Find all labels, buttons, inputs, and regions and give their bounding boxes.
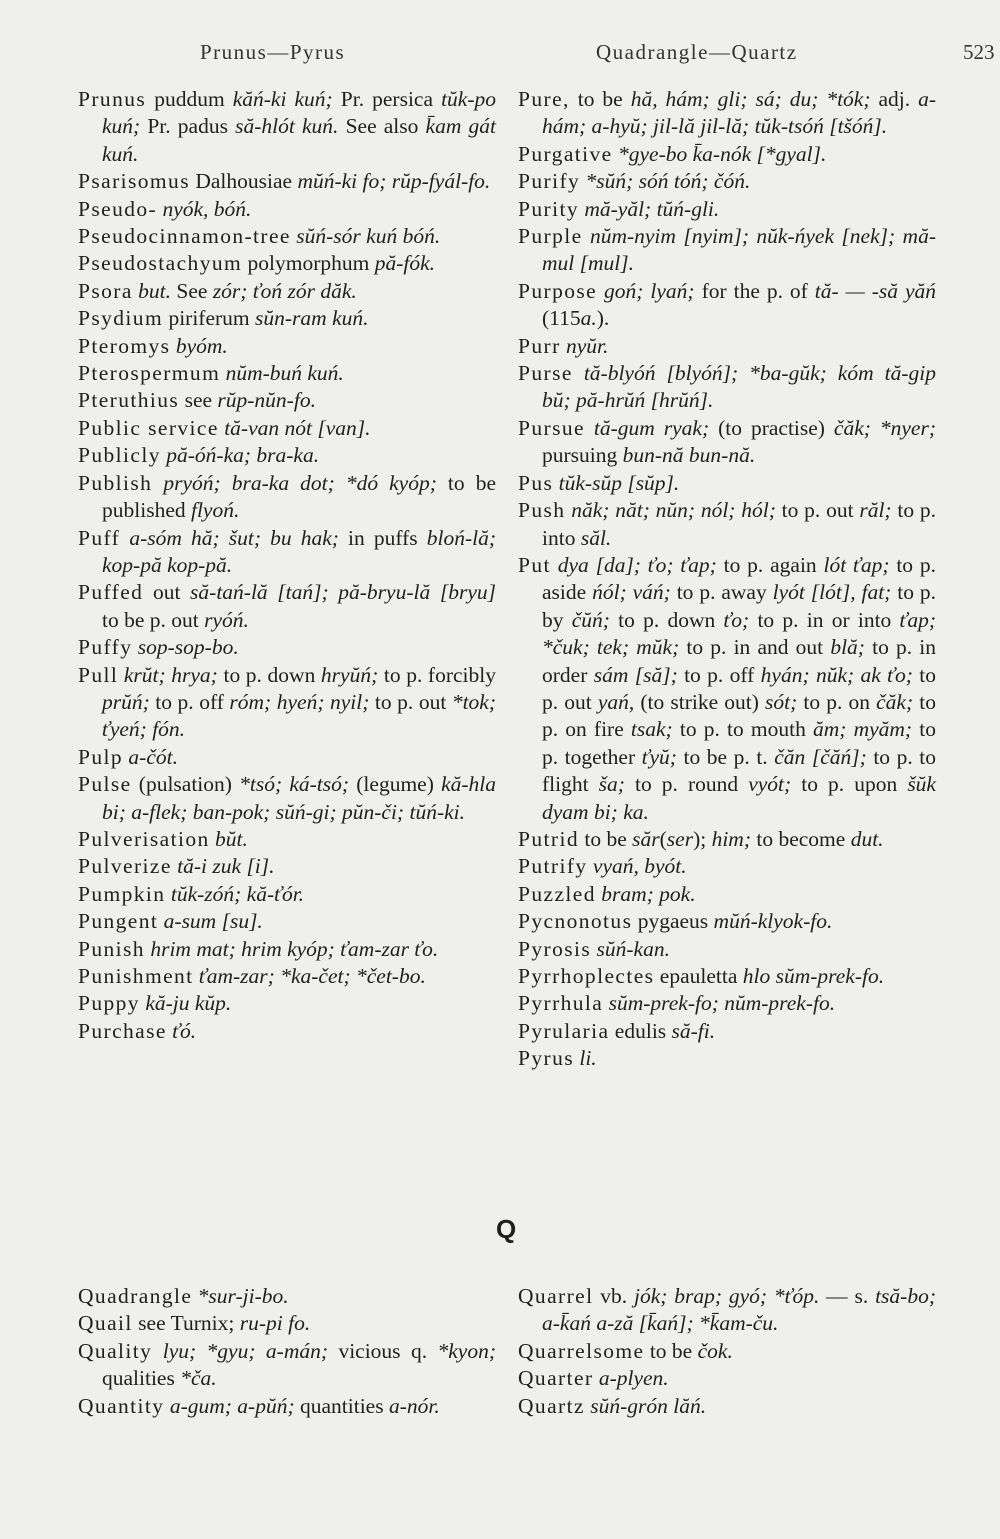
lepcha-term: a-sóm hă; šut; bu hak; <box>129 525 339 550</box>
headword: Publicly <box>78 443 161 468</box>
headword: Putrid <box>518 826 579 851</box>
headword: Puffed <box>78 580 144 605</box>
lepcha-term: să-tań-lă [tań]; pă-bryu-lă [bryu] <box>190 580 496 605</box>
dictionary-entry <box>78 442 496 469</box>
gloss-text <box>573 361 584 385</box>
dictionary-entry <box>78 168 496 195</box>
gloss-text <box>551 553 558 577</box>
lepcha-term: să-fi. <box>671 1018 716 1043</box>
dictionary-entry <box>518 1283 936 1338</box>
gloss-text: to p. in order <box>542 635 936 687</box>
lepcha-term: a-sum [su]. <box>163 909 263 934</box>
lepcha-term: rŭp-nŭn-fo. <box>217 388 316 413</box>
gloss-text: to p. by <box>542 580 936 632</box>
gloss-text: to p. out <box>369 689 452 714</box>
lepcha-term: kăń-ki kuń; <box>232 87 333 111</box>
headword: Pursue <box>518 415 585 440</box>
lepcha-term: hyán; nŭk; ak ťo; <box>760 662 913 687</box>
dictionary-entry <box>78 250 496 277</box>
headword: Quartz <box>518 1393 585 1418</box>
lepcha-term: ńól; váń; <box>592 580 671 605</box>
lepcha-term: kă-ju kŭp. <box>145 991 232 1016</box>
gloss-text: to p. in or into <box>749 607 900 632</box>
lepcha-term: ryóń. <box>204 607 249 632</box>
gloss-text: (to strike out) <box>634 689 766 714</box>
headword: Pyrus <box>518 1046 574 1071</box>
lepcha-term: *tsó; ká-tsó; <box>239 772 350 797</box>
gloss-text: (pulsation) <box>131 772 240 797</box>
gloss-text: to p. in and out <box>679 635 831 660</box>
headword: Purse <box>518 361 573 386</box>
lepcha-term: čăk; <box>876 689 914 714</box>
lepcha-term: hă, hám; gli; sá; du; *tók; <box>630 87 871 111</box>
lepcha-term: ťap; *čuk; tek; mŭk; <box>542 607 937 660</box>
dictionary-entry <box>518 990 936 1017</box>
gloss-text <box>583 224 590 248</box>
headword: Public service <box>78 415 219 440</box>
gloss-text: piriferum <box>163 306 256 331</box>
headword: Purgative <box>518 141 613 166</box>
dictionary-entry <box>518 333 936 360</box>
lepcha-term: a-čót. <box>128 744 178 769</box>
lepcha-term: sŭn-ram kuń. <box>255 306 369 331</box>
lepcha-term: lyu; *gyu; a-mán; <box>162 1338 329 1363</box>
lepcha-term: tŭk-sŭp [sŭp]. <box>558 470 680 495</box>
lepcha-term: krŭt; hrya; <box>123 662 218 687</box>
headword: Pyrosis <box>518 936 592 961</box>
lepcha-term: săl. <box>580 525 612 550</box>
left-column-q <box>78 1283 496 1420</box>
dictionary-entry <box>78 936 496 963</box>
lepcha-term: k̄am gát kuń. <box>102 114 496 166</box>
gloss-text: to be p. out <box>102 607 205 632</box>
lepcha-term: him; <box>711 826 751 851</box>
headword: Pseudo- <box>78 196 158 221</box>
lepcha-term: tă-gum ryak; <box>593 415 710 440</box>
lepcha-term: róm; hyeń; nyil; <box>229 689 370 714</box>
dictionary-entry <box>78 1338 496 1393</box>
headword: Pseudocinnamon-tree <box>78 224 291 249</box>
dictionary-entry <box>78 333 496 360</box>
lepcha-term: hrim mat; hrim kyóp; ťam-zar ťo. <box>150 936 439 961</box>
lepcha-term: tă-van nót [van]. <box>224 415 371 440</box>
dictionary-entry <box>78 387 496 414</box>
headword: Psarisomus <box>78 169 190 194</box>
dictionary-entry <box>518 1365 936 1392</box>
section-letter: Q <box>496 1214 517 1244</box>
lepcha-term: a-plyen. <box>598 1366 669 1391</box>
gloss-text: Dalhousiae <box>189 169 298 194</box>
lepcha-term: dut. <box>850 826 884 851</box>
lepcha-term: dya [da]; ťo; ťap; <box>557 552 717 577</box>
lepcha-term: goń; lyań; <box>604 278 695 303</box>
lepcha-term: sŭń-grón lăń. <box>590 1393 707 1418</box>
lepcha-term: but. <box>138 278 172 303</box>
headword: Quantity <box>78 1393 165 1418</box>
dictionary-entry <box>78 908 496 935</box>
gloss-text: to p. into <box>542 498 937 550</box>
gloss-text: See <box>171 278 213 303</box>
headword: Pycnonotus <box>518 909 633 934</box>
headword: Pumpkin <box>78 881 166 906</box>
dictionary-entry <box>518 1338 936 1365</box>
headword: Quarter <box>518 1366 594 1391</box>
lepcha-term: ťam-zar; *ka-čet; *čet-bo. <box>198 964 426 988</box>
dictionary-entry <box>518 1393 936 1420</box>
gloss-text: to p. out <box>775 498 860 523</box>
lepcha-term: nŭm-buń kuń. <box>225 361 344 386</box>
headword: Pyrrhula <box>518 991 604 1016</box>
left-column-p <box>78 86 496 1045</box>
gloss-text <box>597 279 604 303</box>
gloss-text: to p. together <box>542 717 936 769</box>
lepcha-term: tă-i zuk [i]. <box>177 854 275 879</box>
dictionary-entry <box>518 936 936 963</box>
dictionary-entry <box>78 634 496 661</box>
dictionary-entry <box>78 1283 496 1310</box>
headword: Pteruthius <box>78 388 180 413</box>
lepcha-term: bram; pok. <box>601 881 696 906</box>
lepcha-term: ša; <box>598 772 625 797</box>
dictionary-entry <box>78 1393 496 1420</box>
lepcha-term: byóm. <box>175 333 228 358</box>
headword: Psydium <box>78 306 164 331</box>
gloss-text: to p. down <box>217 662 321 687</box>
running-head-center: Quadrangle—Quartz <box>596 40 798 64</box>
gloss-text: to p. aside <box>542 552 936 605</box>
headword: Putrify <box>518 854 588 879</box>
gloss-text <box>152 1339 162 1363</box>
headword: Puff <box>78 525 121 550</box>
dictionary-entry <box>518 278 936 333</box>
lepcha-term: tă-blyóń [blyóń]; *ba-gŭk; kóm tă-gip bŭ; pă-hrŭń [hrŭń]. <box>542 361 936 413</box>
dictionary-entry <box>518 908 936 935</box>
gloss-text: ); <box>693 826 712 851</box>
headword: Quality <box>78 1338 153 1363</box>
gloss-text: to become <box>751 826 851 851</box>
headword: Purity <box>518 196 579 221</box>
headword: Quadrangle <box>78 1284 193 1308</box>
lepcha-term: hlo sŭm-prek-fo. <box>742 964 885 988</box>
running-head-left: Prunus—Pyrus <box>200 40 346 64</box>
gloss-text: out <box>143 580 191 605</box>
lepcha-term: ru-pi fo. <box>239 1311 311 1336</box>
headword: Quarrelsome <box>518 1338 645 1363</box>
lepcha-term: kă-hla bi; a-flek; ban-pok; sŭń-gi; pŭn-či; tŭń-ki. <box>102 772 497 824</box>
lepcha-term: čok. <box>697 1338 733 1363</box>
headword: Pulp <box>78 744 124 769</box>
lepcha-term: să-hlót kuń. <box>235 114 339 139</box>
lepcha-term: tsak; <box>630 717 673 742</box>
lepcha-term: lót ťap; <box>823 552 890 577</box>
dictionary-entry <box>518 360 936 415</box>
gloss-text: to p. out <box>542 662 936 714</box>
dictionary-entry <box>78 1018 496 1045</box>
dictionary-entry <box>518 470 936 497</box>
lepcha-term: mŭń-ki fo; rŭp-fyál-fo. <box>297 169 491 194</box>
dictionary-entry <box>518 86 936 141</box>
gloss-text: for the p. of <box>694 278 815 303</box>
gloss-text: quantities <box>294 1393 389 1418</box>
lepcha-term: a-gum; a-pŭń; <box>169 1393 295 1418</box>
lepcha-term: a-nór. <box>388 1393 440 1418</box>
gloss-text: pursuing <box>542 443 623 468</box>
lepcha-term: tă- — -să yăń <box>814 278 937 303</box>
dictionary-entry <box>78 579 496 634</box>
gloss-text: ( <box>659 826 667 851</box>
lepcha-term: a. <box>580 306 597 331</box>
lepcha-term: šŭk dyam bi; ka. <box>542 772 936 824</box>
gloss-text: to p. off <box>677 662 761 687</box>
gloss-text: to p. round <box>624 772 749 797</box>
dictionary-entry <box>518 141 936 168</box>
gloss-text: to p. to flight <box>542 744 937 797</box>
lepcha-term: ser <box>666 826 694 851</box>
dictionary-entry <box>518 1045 936 1072</box>
page-number: 523 <box>963 40 995 64</box>
dictionary-entry <box>78 853 496 880</box>
lepcha-term: pă-fók. <box>374 251 436 276</box>
dictionary-entry <box>518 963 936 990</box>
gloss-text: vb. <box>593 1284 634 1308</box>
headword: Psora <box>78 278 133 303</box>
gloss-text: to p. again <box>716 552 824 577</box>
headword: Quarrel <box>518 1284 594 1308</box>
dictionary-entry <box>518 853 936 880</box>
dictionary-entry <box>518 552 936 826</box>
dictionary-entry <box>78 744 496 771</box>
dictionary-entry <box>78 196 496 223</box>
lepcha-term: sŭń-sór kuń bóń. <box>296 224 441 249</box>
gloss-text: adj. <box>870 87 919 111</box>
lepcha-term: tŭk-zóń; kă-ťór. <box>170 881 305 906</box>
headword: Pure, <box>518 87 570 111</box>
gloss-text: to p. upon <box>791 772 908 797</box>
gloss-text: to be published <box>102 470 496 523</box>
dictionary-entry <box>518 881 936 908</box>
headword: Purpose <box>518 278 598 303</box>
lepcha-term: nŭm-nyim [nyim]; nŭk-ńyek [nek]; mă-mul [mul]. <box>542 224 936 276</box>
headword: Purple <box>518 224 583 249</box>
lepcha-term: nyók, bóń. <box>162 196 252 221</box>
gloss-text: to p. on fire <box>542 689 936 742</box>
dictionary-entry <box>78 826 496 853</box>
dictionary-entry <box>78 662 496 744</box>
gloss-text: Pr. persica <box>332 87 442 111</box>
dictionary-entry <box>518 826 936 853</box>
dictionary-entry <box>78 525 496 580</box>
headword: Quail <box>78 1311 133 1336</box>
dictionary-entry <box>78 990 496 1017</box>
gloss-text: edulis <box>609 1018 672 1043</box>
gloss-text: ). <box>596 306 610 331</box>
lepcha-term: *tok; ťyeń; fón. <box>102 689 497 742</box>
dictionary-entry <box>518 415 936 470</box>
headword: Prunus <box>78 87 147 111</box>
dictionary-entry <box>518 497 936 552</box>
gloss-text: qualities <box>102 1366 181 1391</box>
headword: Push <box>518 498 566 523</box>
gloss-text: to be <box>644 1338 698 1363</box>
headword: Pungent <box>78 909 159 934</box>
gloss-text: — s. <box>819 1284 876 1308</box>
headword: Pyrrhoplectes <box>518 964 655 988</box>
lepcha-term: răl; <box>859 498 892 523</box>
gloss-text: polymorphum <box>242 251 375 276</box>
gloss-text: epauletta <box>654 964 743 988</box>
headword: Pull <box>78 662 119 687</box>
right-column-q <box>518 1283 936 1420</box>
gloss-text: in puffs <box>338 525 427 550</box>
gloss-text: to p. forcibly <box>378 662 496 687</box>
lepcha-term: *kyon; <box>437 1338 497 1363</box>
gloss-text: (to practise) <box>709 415 834 440</box>
dictionary-entry <box>518 1018 936 1045</box>
lepcha-term: năk; năt; nŭn; nól; hól; <box>571 498 776 523</box>
gloss-text: to be p. t. <box>676 744 775 769</box>
lepcha-term: pryóń; bra-ka dot; *dó kyóp; <box>163 470 437 495</box>
headword: Pulse <box>78 772 132 797</box>
gloss-text: pygaeus <box>632 909 714 934</box>
dictionary-entry <box>78 278 496 305</box>
lepcha-term: sŭm-prek-fo; nŭm-prek-fo. <box>608 991 836 1016</box>
dictionary-entry <box>78 881 496 908</box>
lepcha-term: *sur-ji-bo. <box>197 1284 289 1308</box>
gloss-text: to be <box>578 826 633 851</box>
gloss-text <box>585 416 594 440</box>
gloss-text <box>120 526 129 550</box>
lepcha-term: bŭt. <box>215 826 248 851</box>
lepcha-term: ťo; <box>723 607 750 632</box>
gloss-text: see Turnix; <box>132 1311 240 1336</box>
dictionary-entry <box>78 86 496 168</box>
gloss-text <box>152 471 163 495</box>
headword: Puppy <box>78 991 140 1016</box>
headword: Pseudostachyum <box>78 251 243 276</box>
dictionary-entry <box>78 415 496 442</box>
lepcha-term: čăn [čăń]; <box>774 744 867 769</box>
gloss-text: puddum <box>146 87 233 111</box>
lepcha-term: a-hám; a-hyŭ; jil-lă jil-lă; tŭk-tsóń [tšóń]. <box>542 87 936 139</box>
right-column-p <box>518 86 936 1073</box>
dictionary-entry <box>78 470 496 525</box>
headword: Purify <box>518 169 581 194</box>
lepcha-term: sŭń-kan. <box>596 936 670 961</box>
dictionary-entry <box>78 305 496 332</box>
gloss-text: See also <box>338 114 426 139</box>
gloss-text: to p. to mouth <box>672 717 813 742</box>
dictionary-entry <box>518 168 936 195</box>
headword: Pulverize <box>78 854 172 879</box>
lepcha-term: bloń-lă; kop-pă kop-pă. <box>102 525 497 577</box>
lepcha-term: tŭk-po kuń; <box>102 87 497 139</box>
lepcha-term: sót; <box>765 689 798 714</box>
lepcha-term: pă-óń-ka; bra-ka. <box>166 443 320 468</box>
dictionary-entry <box>78 771 496 826</box>
lepcha-term: yań, <box>597 689 635 714</box>
lepcha-term: lyót [lót], fat; <box>772 580 892 605</box>
lepcha-term: čŭń; <box>571 607 610 632</box>
lepcha-term: *gye-bo k̄a-nók [*gyal]. <box>618 141 827 166</box>
headword: Puzzled <box>518 881 596 906</box>
lepcha-term: zór; ťoń zór dăk. <box>212 278 357 303</box>
lepcha-term: mŭń-klyok-fo. <box>713 909 833 934</box>
headword: Pulverisation <box>78 826 210 851</box>
gloss-text: see <box>179 388 218 413</box>
dictionary-entry <box>78 223 496 250</box>
gloss-text: (115 <box>542 306 581 331</box>
lepcha-term: jók; brap; gyó; *ťóp. <box>634 1284 820 1308</box>
dictionary-entry <box>78 1310 496 1337</box>
lepcha-term: *sŭń; sóń tóń; čóń. <box>585 169 751 194</box>
headword: Pus <box>518 470 554 495</box>
lepcha-term: čăk; *nyer; <box>833 415 936 440</box>
headword: Puffy <box>78 635 133 660</box>
gloss-text: to p. down <box>609 607 724 632</box>
headword: Pteromys <box>78 333 171 358</box>
headword: Publish <box>78 470 153 495</box>
lepcha-term: bun-nă bun-nă. <box>622 443 756 468</box>
lepcha-term: nyŭr. <box>566 333 609 358</box>
lepcha-term: li. <box>579 1046 597 1071</box>
lepcha-term: vyót; <box>748 772 792 797</box>
gloss-text: to p. away <box>670 580 773 605</box>
lepcha-term: blă; <box>830 635 865 660</box>
headword: Punishment <box>78 964 194 988</box>
lepcha-term: hryŭń; <box>320 662 379 687</box>
headword: Put <box>518 552 551 577</box>
headword: Purr <box>518 333 561 358</box>
lepcha-term: vyań, byót. <box>592 854 687 879</box>
headword: Pyrularia <box>518 1018 610 1043</box>
lepcha-term: tsă-bo; a-k̄ań a-ză [k̄ań]; *k̄am-ču. <box>542 1284 936 1336</box>
lepcha-term: mă-yăl; tŭń-gli. <box>584 196 720 221</box>
headword: Purchase <box>78 1018 167 1043</box>
gloss-text: to be <box>569 87 631 111</box>
lepcha-term: *ča. <box>180 1366 217 1391</box>
lepcha-term: săr <box>632 826 660 851</box>
lepcha-term: ťó. <box>172 1018 197 1043</box>
gloss-text: to p. on <box>797 689 877 714</box>
dictionary-entry <box>78 360 496 387</box>
headword: Pterospermum <box>78 361 221 386</box>
gloss-text: (legume) <box>349 772 442 797</box>
dictionary-entry <box>518 196 936 223</box>
lepcha-term: prŭń; <box>102 689 150 714</box>
headword: Punish <box>78 936 145 961</box>
lepcha-term: flyoń. <box>190 498 240 523</box>
lepcha-term: sám [să]; <box>593 662 678 687</box>
dictionary-entry <box>518 223 936 278</box>
gloss-text: to p. off <box>149 689 230 714</box>
dictionary-entry <box>78 963 496 990</box>
gloss-text: vicious q. <box>328 1338 438 1363</box>
lepcha-term: ăm; myăm; <box>813 717 913 742</box>
gloss-text: Pr. padus <box>140 114 236 139</box>
lepcha-term: sop-sop-bo. <box>137 635 239 660</box>
lepcha-term: ťyŭ; <box>641 744 677 769</box>
